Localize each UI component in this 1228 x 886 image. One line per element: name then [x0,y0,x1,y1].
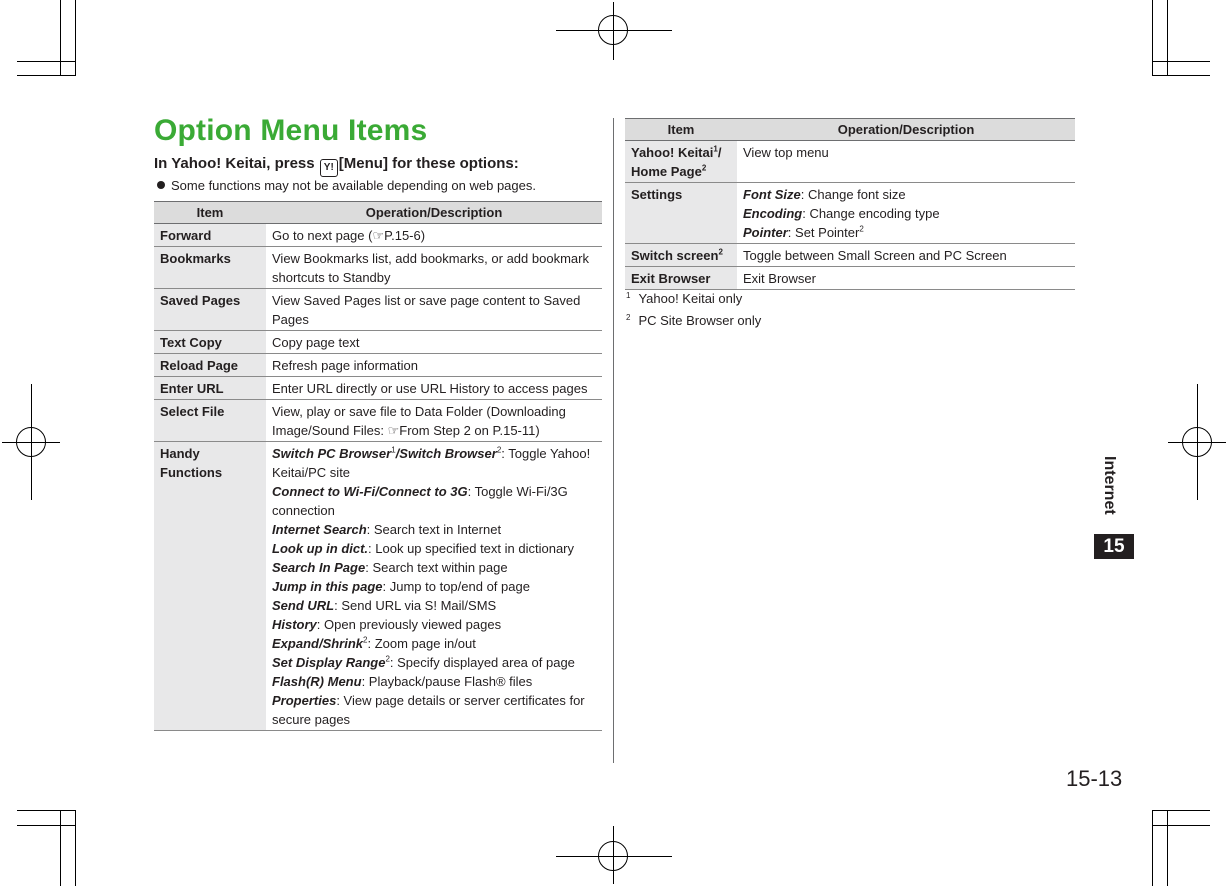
table-row [625,183,1075,244]
table-row [154,400,602,442]
column-header: Operation/Description [737,119,1075,141]
function-name: History [272,617,317,632]
column-header: Item [625,119,737,141]
item-description: View Saved Pages list or save page content to Saved Pages [266,289,602,331]
yahoo-key-icon: Y! [320,159,338,177]
function-line [272,653,596,672]
function-name: Pointer [743,225,788,240]
item-name-part: Home Page [631,164,702,179]
item-name: Forward [154,224,266,247]
item-name: Handy Functions [154,442,266,731]
column-divider [613,118,614,763]
item-name: Exit Browser [625,267,737,290]
function-text: : Search text in Internet [366,522,502,537]
function-text: : Specify displayed area of page [389,655,575,670]
table-row [154,331,602,354]
crop-mark [1167,810,1168,886]
function-name: Encoding [743,206,803,221]
item-name-part: Yahoo! Keitai [631,145,714,160]
crop-mark [60,0,61,76]
footnote-ref: 2 [859,224,864,234]
chapter-number: 15 [1094,534,1134,559]
footnote [626,291,742,306]
crop-mark [17,75,75,76]
crop-mark [1152,810,1210,811]
function-text: : Change encoding type [802,206,940,221]
right-options-table [625,118,1075,290]
function-name: Font Size [743,187,801,202]
crop-mark [17,61,75,62]
item-name-part: Switch screen [631,248,719,263]
crop-mark [17,825,75,826]
table-row [154,247,602,289]
footnote-ref: 2 [496,445,502,455]
crop-mark [1167,0,1168,76]
footnote-ref: 1 [391,445,396,455]
separator: / [717,145,722,160]
crop-mark [1152,810,1153,886]
table-row [625,267,1075,290]
intro-text [154,155,519,177]
column-header: Operation/Description [266,202,602,224]
function-line [272,691,596,729]
item-name: Enter URL [154,377,266,400]
function-text: : View page details or server certificates for secure pages [272,693,585,727]
function-text: : Jump to top/end of page [382,579,530,594]
function-text: : Zoom page in/out [367,636,476,651]
item-name [625,141,737,183]
crop-mark [75,810,76,886]
registration-mark [16,427,46,457]
page-title: Option Menu Items [154,114,428,147]
item-name [625,244,737,267]
table-row [154,442,602,731]
item-name: Saved Pages [154,289,266,331]
table-row [625,141,1075,183]
function-name: Look up in dict. [272,541,369,556]
item-description: Enter URL directly or use URL History to access pages [266,377,602,400]
item-description: Go to next page (☞P.15-6) [266,224,602,247]
item-description: Exit Browser [737,267,1075,290]
function-name: Set Display Range [272,655,386,670]
function-line [743,185,1069,204]
function-name: Properties [272,693,337,708]
function-name: Send URL [272,598,335,613]
crop-mark [1152,0,1153,76]
item-description [737,183,1075,244]
footnote-ref: 2 [701,163,707,173]
function-text: : Look up specified text in dictionary [368,541,574,556]
function-name: Search In Page [272,560,366,575]
crop-mark [60,810,61,886]
table-row [154,354,602,377]
function-line [272,577,596,596]
item-description: Toggle between Small Screen and PC Screen [737,244,1075,267]
function-text: : Search text within page [365,560,508,575]
function-line [272,596,596,615]
bullet-icon [157,181,165,189]
separator: / [395,446,400,461]
table-row [625,244,1075,267]
function-line [272,672,596,691]
function-line [272,444,596,482]
function-line [743,204,1069,223]
item-name: Settings [625,183,737,244]
table-row [154,289,602,331]
function-text: : Change font size [800,187,906,202]
crop-mark [1152,61,1210,62]
table-row [154,224,602,247]
function-text: : Toggle Wi-Fi/3G connection [272,484,568,518]
crop-mark [1152,825,1210,826]
intro-after: [Menu] for these options: [338,155,519,172]
intro-before: In Yahoo! Keitai, press [154,155,319,172]
function-line [272,482,596,520]
note-text: Some functions may not be available depending on web pages. [171,178,536,193]
footnote-text: Yahoo! Keitai only [638,291,743,306]
function-text: : Open previously viewed pages [316,617,502,632]
page-number: 15-13 [1066,766,1123,791]
function-line [272,558,596,577]
function-name: Expand/Shrink [272,636,364,651]
footnote-text: PC Site Browser only [638,313,762,328]
crop-mark [17,810,75,811]
footnote-ref: 2 [385,654,390,664]
function-text: : Playback/pause Flash® files [361,674,533,689]
registration-mark [1182,427,1212,457]
note [157,178,536,193]
crop-mark [75,0,76,76]
footnote-ref: 2 [718,247,723,257]
function-text: : Toggle Yahoo! Keitai/PC site [272,446,591,480]
registration-mark [598,841,628,871]
item-description: View top menu [737,141,1075,183]
footnote-mark: 2 [626,312,631,322]
function-text: : Set Pointer [787,225,860,240]
registration-mark [598,15,628,45]
footnote-ref: 2 [363,635,368,645]
function-line [272,615,596,634]
item-description [266,442,602,731]
left-options-table [154,201,602,731]
item-description: Copy page text [266,331,602,354]
function-line [272,634,596,653]
column-header: Item [154,202,266,224]
item-name: Text Copy [154,331,266,354]
table-row [154,377,602,400]
footnote-ref: 1 [713,144,718,154]
item-name: Bookmarks [154,247,266,289]
function-name: Switch Browser [399,446,497,461]
item-description: Refresh page information [266,354,602,377]
function-text: : Send URL via S! Mail/SMS [334,598,497,613]
function-name: Flash(R) Menu [272,674,362,689]
function-line [272,520,596,539]
function-name: Internet Search [272,522,367,537]
crop-mark [1152,75,1210,76]
function-name: Connect to Wi-Fi/Connect to 3G [272,484,468,499]
function-line [272,539,596,558]
footnote-mark: 1 [626,290,631,300]
item-name: Reload Page [154,354,266,377]
item-description: View Bookmarks list, add bookmarks, or add bookmark shortcuts to Standby [266,247,602,289]
item-name: Select File [154,400,266,442]
function-name: Jump in this page [272,579,383,594]
footnote [626,313,761,328]
function-name: Switch PC Browser [272,446,392,461]
function-line [743,223,1069,242]
chapter-label: Internet [1101,456,1118,515]
item-description: View, play or save file to Data Folder (Downloading Image/Sound Files: ☞From Step 2 on P.15-11) [266,400,602,442]
